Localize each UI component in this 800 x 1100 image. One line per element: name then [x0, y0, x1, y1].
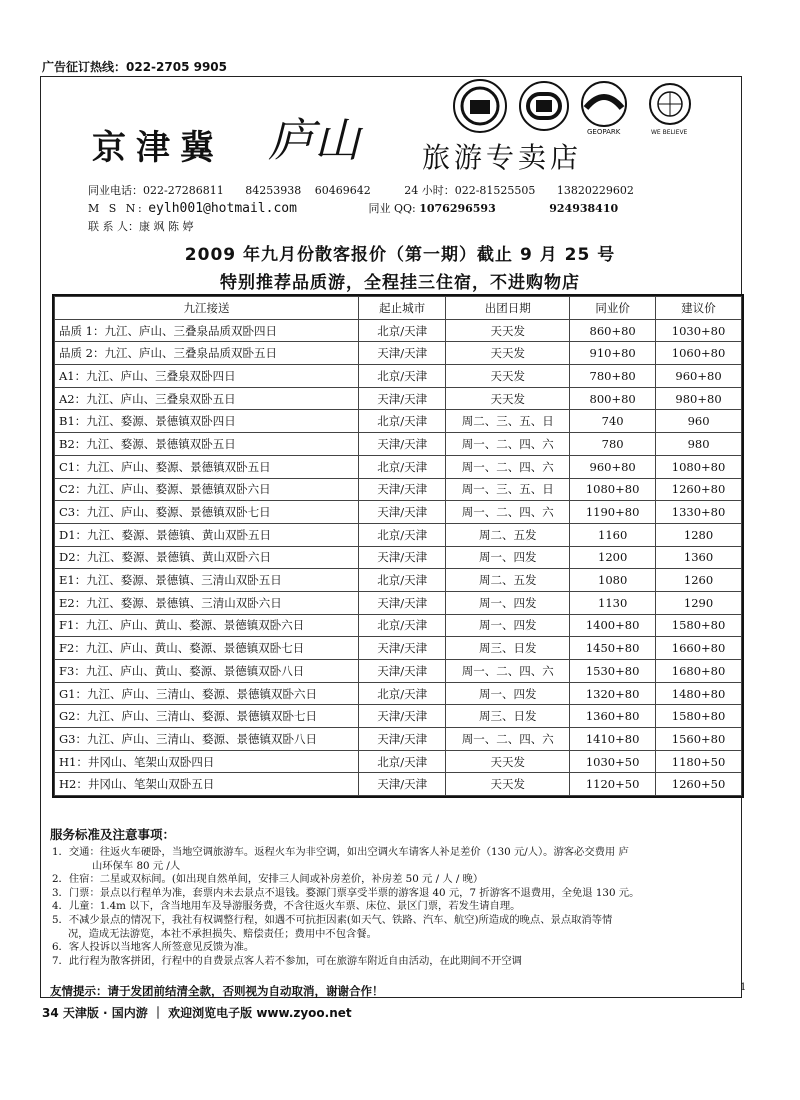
note-item: 6．客人投诉以当地客人所签意见反馈为准。 — [52, 941, 255, 954]
trade-price-cell: 1360+80 — [570, 705, 656, 728]
table-row — [55, 342, 742, 365]
city-cell: 北京/天津 — [359, 614, 446, 637]
notes-list — [52, 846, 742, 968]
suggested-price-cell: 1260 — [656, 569, 742, 592]
promo-headline: 特别推荐品质游，全程挂三住宿，不进购物店 — [220, 273, 580, 293]
suggested-price-cell: 960+80 — [656, 365, 742, 388]
route-cell: H2：井冈山、笔架山双卧五日 — [55, 773, 359, 796]
qq-label: 同业 QQ: — [368, 202, 416, 215]
suggested-price-cell: 1580+80 — [656, 705, 742, 728]
note-item: 3．门票：景点以行程单为准，套票内未去景点不退钱。婺源门票享受半票的游客退 40 元，7 折游客不退费用，全免退 130 元。 — [52, 886, 640, 899]
route-cell: C1：九江、庐山、婺源、景德镇双卧五日 — [55, 455, 359, 478]
col-city-header: 起止城市 — [359, 297, 446, 320]
table-row — [55, 365, 742, 388]
suggested-price-cell: 1280 — [656, 523, 742, 546]
date-cell: 周一、四发 — [446, 682, 570, 705]
note-item: 况，造成无法游览，本社不承担损失、赔偿责任；费用中不包含餐。 — [68, 927, 377, 940]
city-cell: 天津/天津 — [359, 546, 446, 569]
route-cell: G3：九江、庐山、三清山、婺源、景德镇双卧八日 — [55, 728, 359, 751]
trade-price-cell: 960+80 — [570, 455, 656, 478]
city-cell: 天津/天津 — [359, 660, 446, 683]
date-cell: 周一、二、四、六 — [446, 728, 570, 751]
note-item: 7．此行程为散客拼团，行程中的自费景点客人若不参加，可在旅游车附近自由活动，在此期间不开空调 — [52, 954, 522, 967]
table-row — [55, 478, 742, 501]
brand-name-right: 旅游专卖店 — [422, 141, 583, 174]
note-item: 5．不减少景点的情况下，我社有权调整行程，如遇不可抗拒因素(如天气、铁路、汽车、航空)所造成的晚点、景点取消等情 — [52, 913, 613, 926]
suggested-price-cell: 980+80 — [656, 387, 742, 410]
trade-price-cell: 800+80 — [570, 387, 656, 410]
contact-online — [88, 200, 618, 216]
suggested-price-cell: 960 — [656, 410, 742, 433]
table-row — [55, 750, 742, 773]
contact-people — [88, 218, 193, 234]
table-row — [55, 682, 742, 705]
table-row — [55, 591, 742, 614]
price-headline: 2009 年九月份散客报价（第一期）截止 9 月 25 号 — [184, 245, 616, 265]
logo-strip — [452, 78, 712, 138]
suggested-price-cell: 1030+80 — [656, 319, 742, 342]
city-cell: 天津/天津 — [359, 342, 446, 365]
route-cell: A2：九江、庐山、三叠泉双卧五日 — [55, 387, 359, 410]
route-cell: E2：九江、婺源、景德镇、三清山双卧六日 — [55, 591, 359, 614]
note-item: 山环保车 80 元 /人 — [92, 859, 181, 872]
route-cell: B1：九江、婺源、景德镇双卧四日 — [55, 410, 359, 433]
table-row — [55, 387, 742, 410]
trade-price-cell: 1200 — [570, 546, 656, 569]
suggested-price-cell: 1290 — [656, 591, 742, 614]
route-cell: F2：九江、庐山、黄山、婺源、景德镇双卧七日 — [55, 637, 359, 660]
date-cell: 周三、日发 — [446, 637, 570, 660]
city-cell: 天津/天津 — [359, 478, 446, 501]
suggested-price-cell: 1360 — [656, 546, 742, 569]
trade-price-cell: 1080+80 — [570, 478, 656, 501]
suggested-price-cell: 1080+80 — [656, 455, 742, 478]
date-cell: 周一、二、四、六 — [446, 660, 570, 683]
suggested-price-cell: 1180+50 — [656, 750, 742, 773]
trade-price-cell: 1320+80 — [570, 682, 656, 705]
table-row — [55, 614, 742, 637]
table-row — [55, 410, 742, 433]
date-cell: 天天发 — [446, 365, 570, 388]
route-cell: G1：九江、庐山、三清山、婺源、景德镇双卧六日 — [55, 682, 359, 705]
phone-2: 84253938 — [245, 184, 302, 197]
un-caption: WE BELIEVE — [651, 129, 688, 136]
table-row — [55, 319, 742, 342]
city-cell: 天津/天津 — [359, 705, 446, 728]
qq-2: 924938410 — [549, 202, 619, 215]
route-cell: 品质 2：九江、庐山、三叠泉品质双卧五日 — [55, 342, 359, 365]
table-row — [55, 501, 742, 524]
friendly-tip: 友情提示：请于发团前结清全款，否则视为自动取消，谢谢合作！ — [50, 984, 384, 998]
table-row — [55, 637, 742, 660]
route-cell: B2：九江、婺源、景德镇双卧五日 — [55, 433, 359, 456]
table-row — [55, 455, 742, 478]
heritage-seal-icon — [454, 80, 506, 132]
trade-price-cell: 1160 — [570, 523, 656, 546]
page-footer: 34 天津版 · 国内游 ｜ 欢迎浏览电子版 www.zyoo.net — [42, 1006, 352, 1020]
brand-name-script: 庐山 — [268, 113, 360, 167]
table-row — [55, 546, 742, 569]
inner-page-number: 1 — [740, 982, 747, 993]
city-cell: 北京/天津 — [359, 319, 446, 342]
date-cell: 天天发 — [446, 773, 570, 796]
table-header-row — [55, 297, 742, 320]
table-row — [55, 773, 742, 796]
table-row — [55, 728, 742, 751]
table-row — [55, 569, 742, 592]
date-cell: 周一、二、四、六 — [446, 455, 570, 478]
city-cell: 天津/天津 — [359, 501, 446, 524]
msn-address[interactable]: eylh001@hotmail.com — [148, 201, 297, 216]
date-cell: 周二、五发 — [446, 569, 570, 592]
suggested-price-cell: 1060+80 — [656, 342, 742, 365]
col-suggested-price-header: 建议价 — [656, 297, 742, 320]
date-cell: 周一、四发 — [446, 591, 570, 614]
note-item: 1．交通：往返火车硬卧，当地空调旅游车。返程火车为非空调，如出空调火车请客人补足差价（130 元/人）。游客必交费用 庐 — [52, 846, 629, 858]
trade-price-cell: 740 — [570, 410, 656, 433]
city-cell: 北京/天津 — [359, 455, 446, 478]
city-cell: 北京/天津 — [359, 682, 446, 705]
city-cell: 北京/天津 — [359, 365, 446, 388]
route-cell: C2：九江、庐山、婺源、景德镇双卧六日 — [55, 478, 359, 501]
table-row — [55, 433, 742, 456]
date-cell: 天天发 — [446, 319, 570, 342]
route-cell: A1：九江、庐山、三叠泉双卧四日 — [55, 365, 359, 388]
geopark-logo-icon — [582, 82, 626, 136]
trade-price-cell: 1030+50 — [570, 750, 656, 773]
mobile-phone: 13820229602 — [556, 184, 634, 197]
phone-3: 60469642 — [314, 184, 371, 197]
world-heritage-icon — [520, 82, 568, 130]
trade-price-cell: 860+80 — [570, 319, 656, 342]
date-cell: 周一、二、四、六 — [446, 433, 570, 456]
city-cell: 天津/天津 — [359, 433, 446, 456]
trade-price-cell: 1080 — [570, 569, 656, 592]
trade-price-cell: 1410+80 — [570, 728, 656, 751]
city-cell: 天津/天津 — [359, 637, 446, 660]
city-cell: 天津/天津 — [359, 591, 446, 614]
hotline-24h: 24 小时：022-81525505 — [404, 184, 536, 197]
route-cell: G2：九江、庐山、三清山、婺源、景德镇双卧七日 — [55, 705, 359, 728]
city-cell: 天津/天津 — [359, 387, 446, 410]
col-trade-price-header: 同业价 — [570, 297, 656, 320]
note-item: 4．儿童：1.4m 以下，含当地用车及导游服务费，不含往返火车票、床位、景区门票，若发生请自理。 — [52, 900, 521, 913]
date-cell: 天天发 — [446, 750, 570, 773]
trade-price-cell: 910+80 — [570, 342, 656, 365]
trade-price-cell: 1130 — [570, 591, 656, 614]
date-cell: 周一、三、五、日 — [446, 478, 570, 501]
city-cell: 北京/天津 — [359, 750, 446, 773]
route-cell: E1：九江、婺源、景德镇、三清山双卧五日 — [55, 569, 359, 592]
city-cell: 北京/天津 — [359, 523, 446, 546]
date-cell: 周二、三、五、日 — [446, 410, 570, 433]
suggested-price-cell: 1330+80 — [656, 501, 742, 524]
route-cell: D2：九江、婺源、景德镇、黄山双卧六日 — [55, 546, 359, 569]
table-row — [55, 523, 742, 546]
suggested-price-cell: 1480+80 — [656, 682, 742, 705]
geopark-caption: GEOPARK — [587, 128, 621, 136]
table-row — [55, 705, 742, 728]
trade-price-cell: 1450+80 — [570, 637, 656, 660]
un-logo-icon — [650, 84, 690, 136]
date-cell: 天天发 — [446, 342, 570, 365]
qq-1: 1076296593 — [419, 202, 496, 215]
date-cell: 周三、日发 — [446, 705, 570, 728]
suggested-price-cell: 1680+80 — [656, 660, 742, 683]
date-cell: 周一、四发 — [446, 546, 570, 569]
route-cell: F1：九江、庐山、黄山、婺源、景德镇双卧六日 — [55, 614, 359, 637]
price-table — [52, 294, 744, 798]
trade-price-cell: 780 — [570, 433, 656, 456]
table-row — [55, 660, 742, 683]
city-cell: 天津/天津 — [359, 773, 446, 796]
date-cell: 周一、四发 — [446, 614, 570, 637]
date-cell: 周一、二、四、六 — [446, 501, 570, 524]
route-cell: D1：九江、婺源、景德镇、黄山双卧五日 — [55, 523, 359, 546]
suggested-price-cell: 1260+50 — [656, 773, 742, 796]
route-cell: 品质 1：九江、庐山、三叠泉品质双卧四日 — [55, 319, 359, 342]
msn-label: M S N: — [88, 202, 145, 215]
city-cell: 北京/天津 — [359, 410, 446, 433]
col-date-header: 出团日期 — [446, 297, 570, 320]
city-cell: 北京/天津 — [359, 569, 446, 592]
date-cell: 天天发 — [446, 387, 570, 410]
phone-label: 同业电话：022-27286811 — [88, 184, 224, 197]
suggested-price-cell: 980 — [656, 433, 742, 456]
trade-price-cell: 1120+50 — [570, 773, 656, 796]
date-cell: 周二、五发 — [446, 523, 570, 546]
suggested-price-cell: 1580+80 — [656, 614, 742, 637]
contact-phones — [88, 182, 634, 198]
trade-price-cell: 1400+80 — [570, 614, 656, 637]
trade-price-cell: 1190+80 — [570, 501, 656, 524]
suggested-price-cell: 1260+80 — [656, 478, 742, 501]
route-cell: C3：九江、庐山、婺源、景德镇双卧七日 — [55, 501, 359, 524]
note-item: 2．住宿：二星或双标间。(如出现自然单间，安排三人间或补房差价，补房差 50 元 / 人 / 晚） — [52, 873, 484, 886]
route-cell: F3：九江、庐山、黄山、婺源、景德镇双卧八日 — [55, 660, 359, 683]
city-cell: 天津/天津 — [359, 728, 446, 751]
route-cell: H1：井冈山、笔架山双卧四日 — [55, 750, 359, 773]
trade-price-cell: 1530+80 — [570, 660, 656, 683]
trade-price-cell: 780+80 — [570, 365, 656, 388]
notes-title: 服务标准及注意事项： — [50, 827, 176, 842]
contact-people-text: 联 系 人：康 飒 陈 婷 — [88, 220, 194, 233]
ad-hotline: 广告征订热线：022-2705 9905 — [42, 60, 228, 74]
col-route-header: 九江接送 — [55, 297, 359, 320]
brand-name-left: 京津冀 — [92, 128, 224, 168]
suggested-price-cell: 1560+80 — [656, 728, 742, 751]
suggested-price-cell: 1660+80 — [656, 637, 742, 660]
